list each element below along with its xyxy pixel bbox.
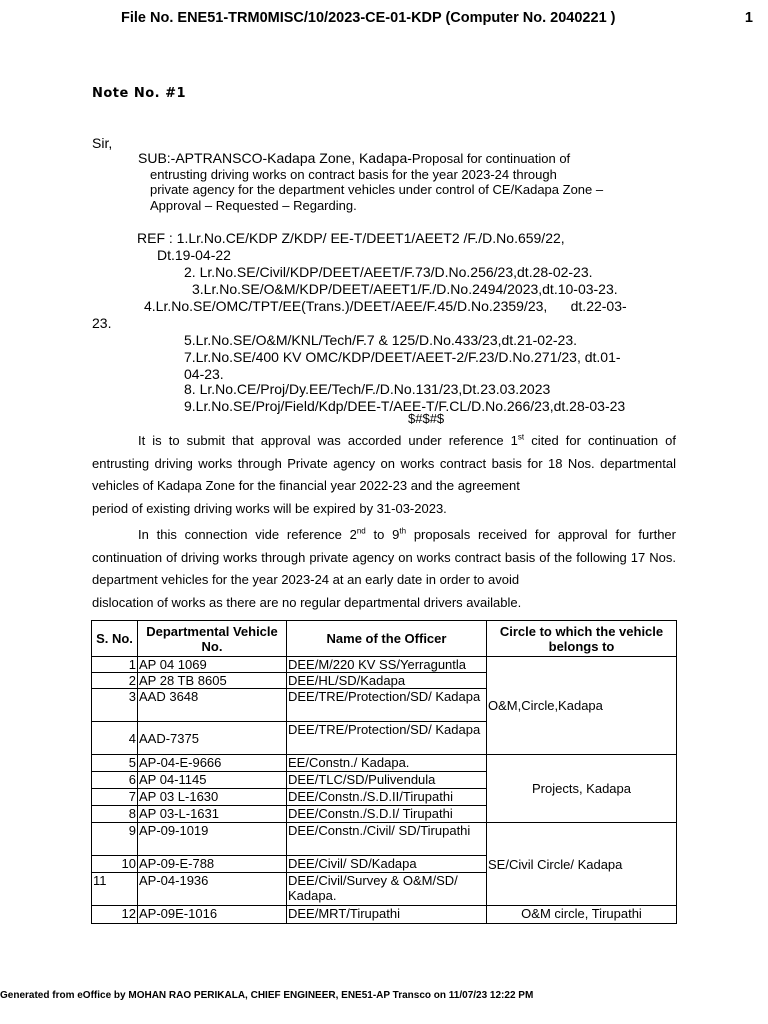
vehicle-table: [91, 620, 677, 924]
cell-sno: 9: [92, 823, 138, 856]
reference-line: 9.Lr.No.SE/Proj/Field/Kdp/DEE-T/AEE-T/F.CL/D.No.266/23,dt.28-03-23: [184, 398, 626, 414]
cell-officer: DEE/MRT/Tirupathi: [287, 906, 487, 924]
cell-circle: O&M,Circle,Kadapa: [487, 657, 677, 755]
header-sno: S. No.: [92, 621, 138, 657]
subject-lead: SUB:-APTRANSCO-Kadapa Zone, Kadapa-: [138, 150, 412, 166]
para1-text-rest: cited for continuation of entrusting driving works through Private agency on works contract basis for 18 Nos. departmental vehicles of Kadapa Zone for the financial year 2022-23 and the agreement: [92, 433, 676, 493]
salutation: Sir,: [92, 135, 113, 151]
cell-vehicle: AP-04-1936: [138, 873, 287, 906]
cell-sno: 11: [92, 873, 138, 906]
file-number: File No. ENE51-TRM0MISC/10/2023-CE-01-KDP (Computer No. 2040221 ): [121, 10, 616, 26]
reference-line: 3.Lr.No.SE/O&M/KDP/DEET/AEET1/F./D.No.2494/2023,dt.10-03-23.: [192, 281, 618, 297]
para2-sup-1: nd: [356, 526, 366, 536]
cell-vehicle: AP 04-1145: [138, 772, 287, 789]
cell-vehicle: AP-04-E-9666: [138, 755, 287, 772]
para2-sup-2: th: [399, 526, 407, 536]
table-row: [92, 906, 677, 924]
cell-vehicle: AP 03 L-1630: [138, 789, 287, 806]
cell-officer: DEE/TLC/SD/Pulivendula: [287, 772, 487, 789]
cell-vehicle: AP 04 1069: [138, 657, 287, 673]
para2-text-mid: to 9: [365, 527, 400, 542]
para1-text-start: It is to submit that approval was accorded under reference 1: [138, 433, 518, 448]
subject-line-3: private agency for the department vehicles under control of CE/Kadapa Zone –: [150, 182, 604, 197]
reference-line: REF : 1.Lr.No.CE/KDP Z/KDP/ EE-T/DEET1/AEET2 /F./D.No.659/22,: [137, 230, 565, 246]
cell-sno: 8: [92, 806, 138, 823]
subject-block: [138, 151, 676, 213]
cell-officer: DEE/TRE/Protection/SD/ Kadapa: [287, 722, 487, 755]
subject-line-2: entrusting driving works on contract basis for the year 2023-24 through: [150, 166, 557, 182]
cell-officer: DEE/Civil/ SD/Kadapa: [287, 856, 487, 873]
cell-officer: DEE/Civil/Survey & O&M/SD/ Kadapa.: [287, 873, 487, 906]
table-row: [92, 657, 677, 673]
table-row: [92, 823, 677, 856]
cell-sno: 12: [92, 906, 138, 924]
header-vehicle: Departmental Vehicle No.: [138, 621, 287, 657]
cell-vehicle: AP-09E-1016: [138, 906, 287, 924]
cell-vehicle: AAD 3648: [138, 689, 287, 722]
cell-sno: 7: [92, 789, 138, 806]
cell-officer: DEE/Constn./S.D.I/ Tirupathi: [287, 806, 487, 823]
cell-vehicle: AP 28 TB 8605: [138, 673, 287, 689]
cell-vehicle: AP-09-E-788: [138, 856, 287, 873]
cell-circle: SE/Civil Circle/ Kadapa: [487, 823, 677, 906]
stamp-text: $#$#$: [408, 411, 445, 426]
cell-officer: EE/Constn./ Kadapa.: [287, 755, 487, 772]
reference-line: Dt.19-04-22: [157, 247, 231, 263]
cell-vehicle: AAD-7375: [138, 722, 287, 755]
cell-circle: Projects, Kadapa: [487, 755, 677, 823]
para2-text-start: In this connection vide reference 2: [138, 527, 357, 542]
subject-line-4: Approval – Requested – Regarding.: [150, 197, 357, 213]
footer-generated-by: Generated from eOffice by MOHAN RAO PERIKALA, CHIEF ENGINEER, ENE51-AP Transco on 11/07/23 12:22 PM: [0, 990, 534, 1001]
header-officer: Name of the Officer: [287, 621, 487, 657]
cell-sno: 3: [92, 689, 138, 722]
para2-text-rest: proposals received for approval for further continuation of driving works through private agency on works contract basis of the following 17 Nos. department vehicles for the year 2023-24 at an early date in order to avoid: [92, 527, 676, 587]
table-row: [92, 755, 677, 772]
paragraph-1: [92, 430, 676, 520]
cell-officer: DEE/Constn./S.D.II/Tirupathi: [287, 789, 487, 806]
note-number: Note No. #1: [92, 86, 187, 101]
cell-vehicle: AP 03-L-1631: [138, 806, 287, 823]
cell-sno: 10: [92, 856, 138, 873]
cell-sno: 4: [92, 722, 138, 755]
paragraph-2: [92, 524, 676, 614]
reference-line: 7.Lr.No.SE/400 KV OMC/KDP/DEET/AEET-2/F.23/D.No.271/23, dt.01-: [184, 349, 621, 365]
cell-circle: O&M circle, Tirupathi: [487, 906, 677, 924]
cell-officer: DEE/TRE/Protection/SD/ Kadapa: [287, 689, 487, 722]
page-number: 1: [744, 10, 753, 26]
cell-vehicle: AP-09-1019: [138, 823, 287, 856]
para2-last-line: dislocation of works as there are no regular departmental drivers available.: [92, 594, 522, 610]
subject-lead-rest: Proposal for continuation of: [411, 151, 571, 166]
cell-officer: DEE/M/220 KV SS/Yerraguntla: [287, 657, 487, 673]
para1-last-line: period of existing driving works will be expired by 31-03-2023.: [92, 500, 447, 516]
cell-sno: 6: [92, 772, 138, 789]
reference-line: 2. Lr.No.SE/Civil/KDP/DEET/AEET/F.73/D.No.256/23,dt.28-02-23.: [184, 264, 593, 280]
subject-line-1: [138, 151, 676, 167]
para1-sup: st: [517, 432, 525, 442]
reference-line: 4.Lr.No.SE/OMC/TPT/EE(Trans.)/DEET/AEE/F.45/D.No.2359/23, dt.22-03-: [144, 298, 627, 314]
table-header-row: [92, 621, 677, 657]
cell-sno: 2: [92, 673, 138, 689]
cell-officer: DEE/HL/SD/Kadapa: [287, 673, 487, 689]
cell-officer: DEE/Constn./Civil/ SD/Tirupathi: [287, 823, 487, 856]
reference-line: 8. Lr.No.CE/Proj/Dy.EE/Tech/F./D.No.131/23,Dt.23.03.2023: [184, 381, 551, 397]
reference-line: 23.: [92, 315, 112, 331]
header-circle: Circle to which the vehicle belongs to: [487, 621, 677, 657]
reference-line: 04-23.: [184, 366, 224, 382]
cell-sno: 5: [92, 755, 138, 772]
reference-line: 5.Lr.No.SE/O&M/KNL/Tech/F.7 & 125/D.No.433/23,dt.21-02-23.: [184, 332, 577, 348]
cell-sno: 1: [92, 657, 138, 673]
